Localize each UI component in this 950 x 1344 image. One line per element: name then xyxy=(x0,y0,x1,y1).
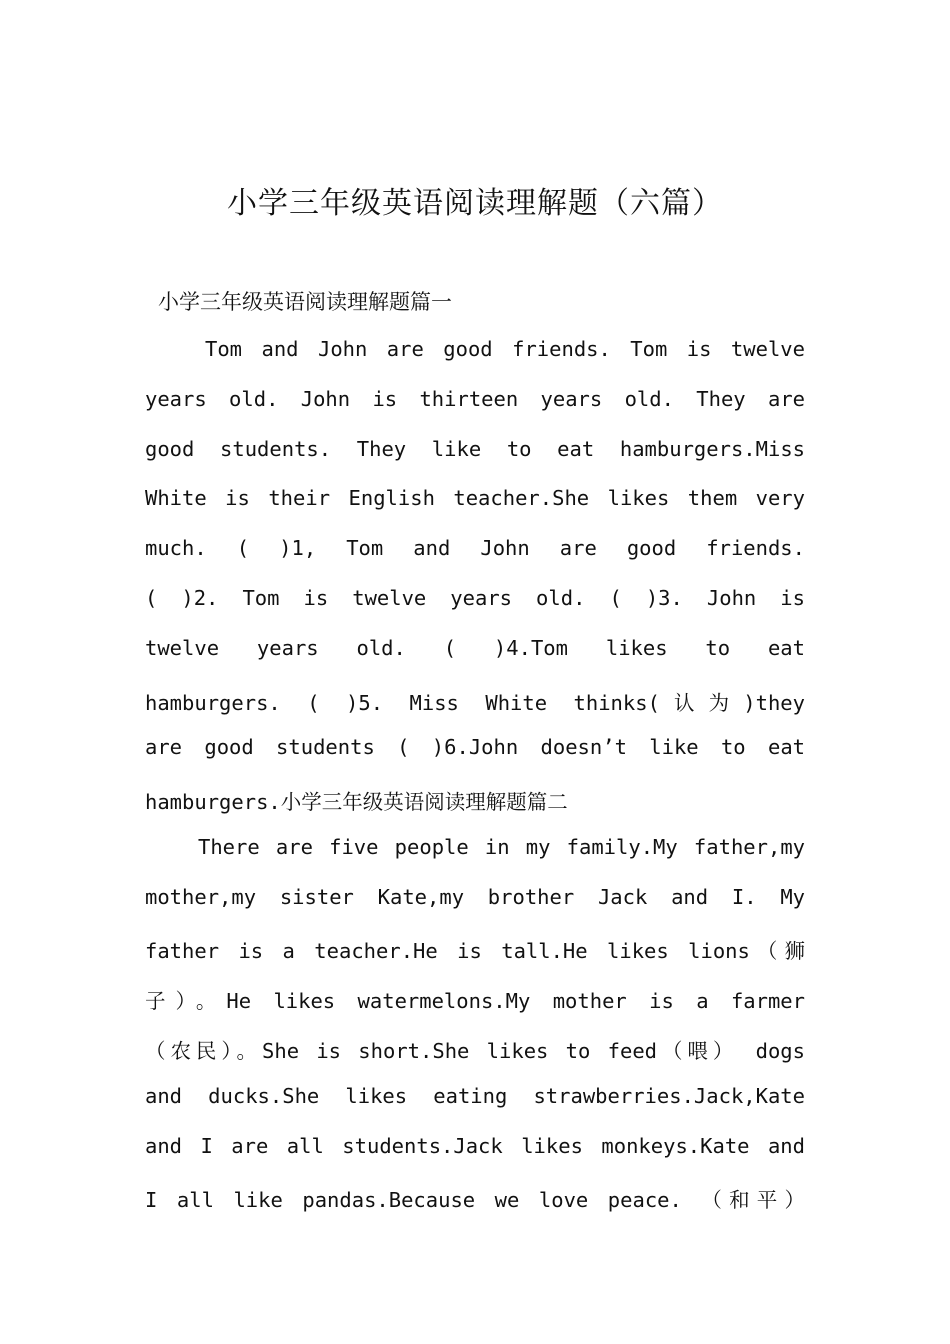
paragraph-line: White is their English teacher.She likes them very xyxy=(145,486,805,510)
paragraph-line: I all like pandas.Because we love peace. （和平） xyxy=(145,1188,805,1212)
paragraph-line: 子）。He likes watermelons.My mother is a farmer xyxy=(145,989,805,1013)
paragraph-line: There are five people in my family.My father,my xyxy=(198,835,805,859)
question-line: hamburgers. ( )5. Miss White thinks(认为)they xyxy=(145,691,805,715)
paragraph-line: good students. They like to eat hamburgers.Miss xyxy=(145,437,805,461)
paragraph-line: and I are all students.Jack likes monkeys.Kate and xyxy=(145,1134,805,1158)
paragraph-line: years old. John is thirteen years old. They are xyxy=(145,387,805,411)
document-title: 小学三年级英语阅读理解题（六篇） xyxy=(227,186,723,221)
section-heading-one: 小学三年级英语阅读理解题篇一 xyxy=(158,290,452,314)
question-line-with-heading-two: hamburgers.小学三年级英语阅读理解题篇二 xyxy=(145,790,568,814)
question-line: ( )2. Tom is twelve years old. ( )3. John is xyxy=(145,586,805,610)
paragraph-line: Tom and John are good friends. Tom is twelve xyxy=(205,337,805,361)
question-line: twelve years old. ( )4.Tom likes to eat xyxy=(145,636,805,660)
question-line: much. ( )1, Tom and John are good friends. xyxy=(145,536,805,560)
paragraph-line: mother,my sister Kate,my brother Jack and I. My xyxy=(145,885,805,909)
paragraph-line: and ducks.She likes eating strawberries.Jack,Kate xyxy=(145,1084,805,1108)
question-line: are good students ( )6.John doesn’t like to eat xyxy=(145,735,805,759)
paragraph-line: father is a teacher.He is tall.He likes lions（狮 xyxy=(145,939,805,963)
paragraph-line: （农民）。She is short.She likes to feed（喂） dogs xyxy=(145,1039,805,1063)
